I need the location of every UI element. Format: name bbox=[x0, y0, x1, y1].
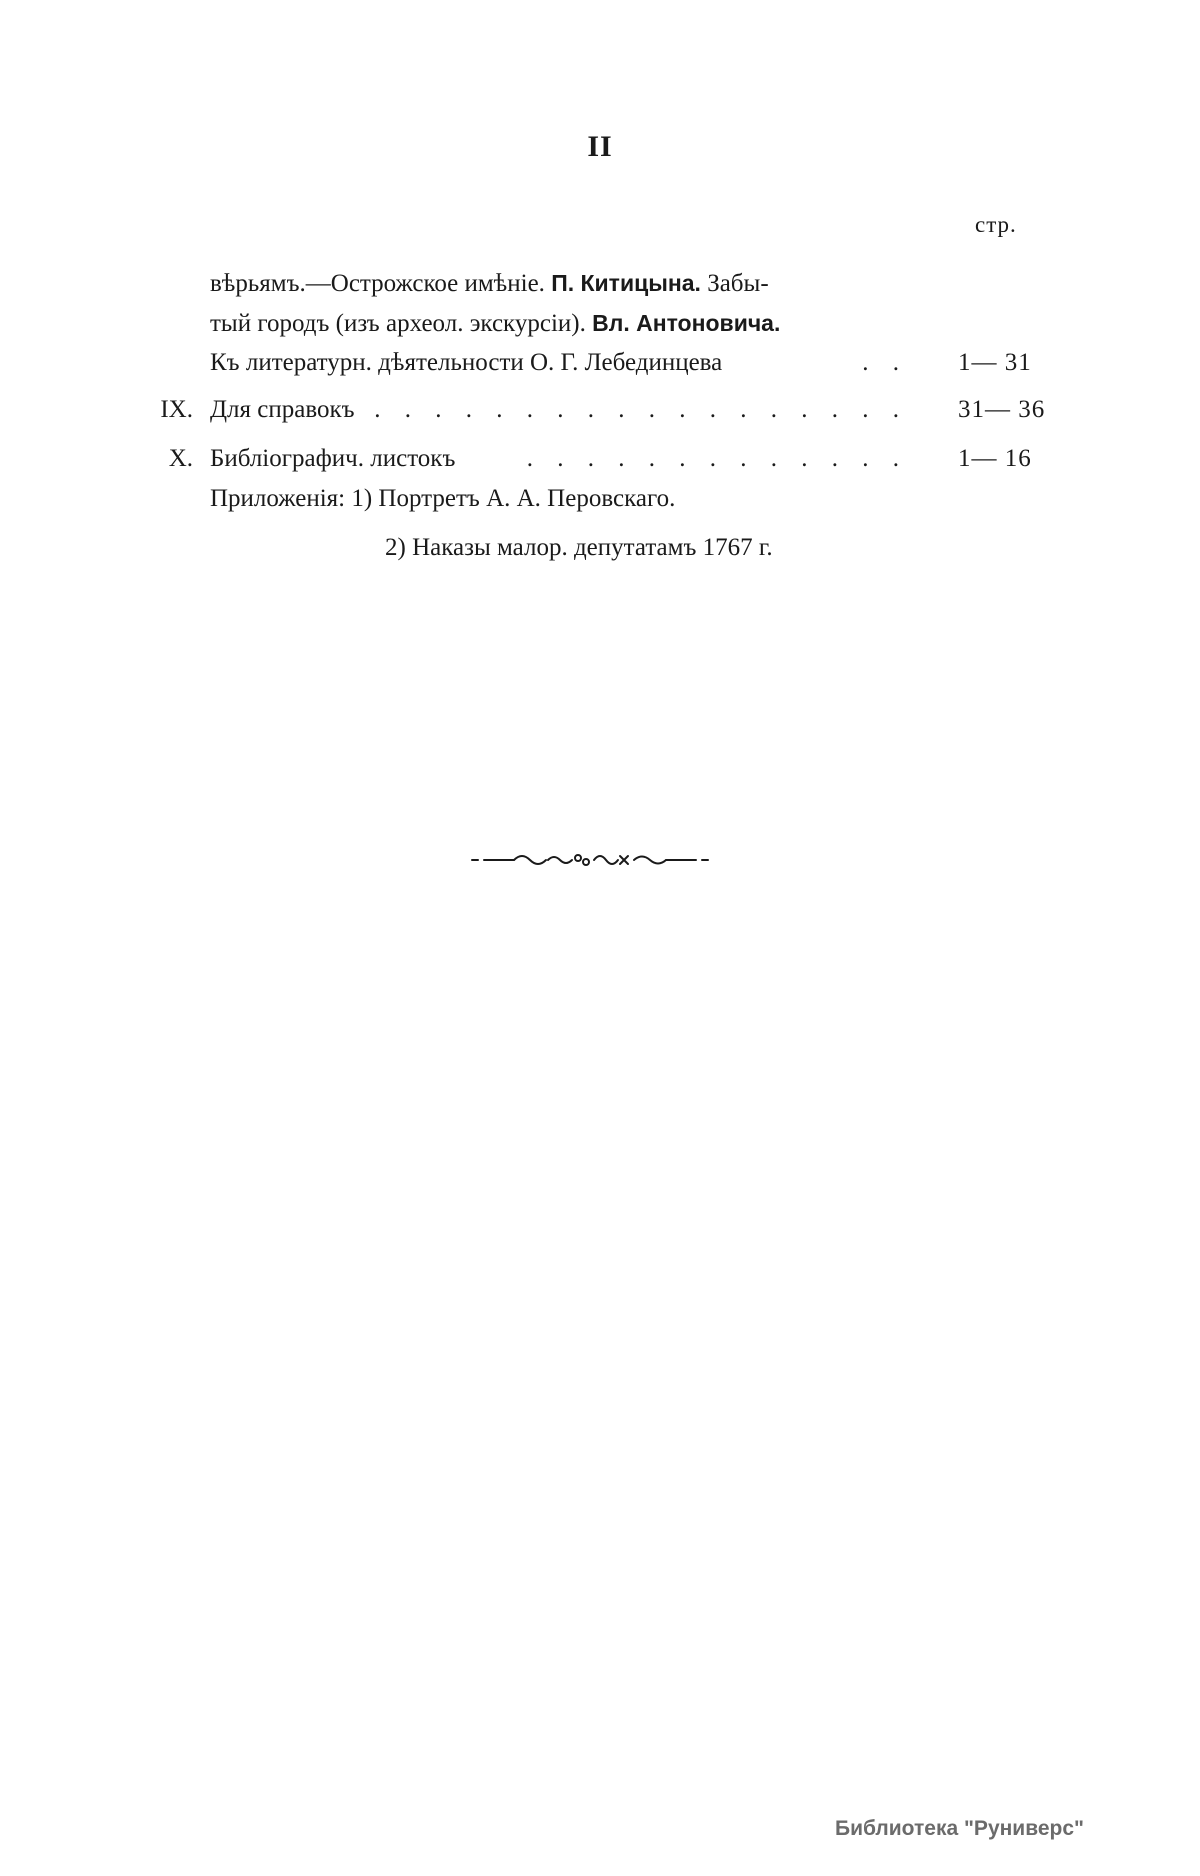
page-range: 1— 16 bbox=[958, 445, 1032, 472]
toc-entry-continued-line-3 bbox=[0, 343, 1200, 383]
leader-dots: . . . . . . . . . . . . . bbox=[526, 445, 908, 472]
page-range: 1— 31 bbox=[958, 349, 1032, 376]
entry-title-part: вѣрьямъ.—Острожское имѣніе. bbox=[210, 270, 545, 297]
library-watermark: Библиотека "Руниверс" bbox=[834, 1817, 1084, 1840]
appendix-text: Приложенія: 1) Портретъ А. А. Перовскаго. bbox=[210, 485, 676, 512]
leader-dots: . . . . . . . . . . . . . . . . . . bbox=[374, 396, 908, 423]
appendix-text: 2) Наказы малор. депутатамъ 1767 г. bbox=[385, 534, 773, 561]
appendix-line-1 bbox=[0, 479, 1200, 519]
page-range: 31— 36 bbox=[958, 396, 1046, 423]
toc-entry-text bbox=[210, 263, 769, 304]
entry-title: Библіографич. листокъ bbox=[210, 445, 456, 472]
appendix-line-2 bbox=[0, 528, 1200, 568]
section-number: IX. bbox=[160, 396, 193, 423]
page-number: II bbox=[587, 130, 613, 163]
entry-title-part: Къ литературн. дѣятельности О. Г. Лебединцева bbox=[210, 349, 723, 376]
toc-entry-x bbox=[0, 439, 1200, 479]
leader-dots: . . bbox=[862, 349, 908, 376]
author-name: П. Китицына. bbox=[551, 270, 701, 296]
toc-entry-continued-line-2 bbox=[0, 303, 1200, 343]
author-name: Вл. Антоновича. bbox=[592, 310, 781, 336]
pages-column-header: стр. bbox=[975, 212, 1017, 237]
entry-title: Для справокъ bbox=[210, 396, 355, 423]
toc-entry-ix bbox=[0, 390, 1200, 430]
entry-title-part: Забы- bbox=[707, 270, 769, 297]
entry-title-part: тый городъ (изъ археол. экскурсіи). bbox=[210, 310, 586, 337]
toc-entry-continued-line-1 bbox=[0, 263, 1200, 303]
toc-entry-text bbox=[210, 303, 780, 344]
section-number: X. bbox=[168, 445, 193, 472]
decorative-ornament-icon bbox=[470, 848, 710, 872]
